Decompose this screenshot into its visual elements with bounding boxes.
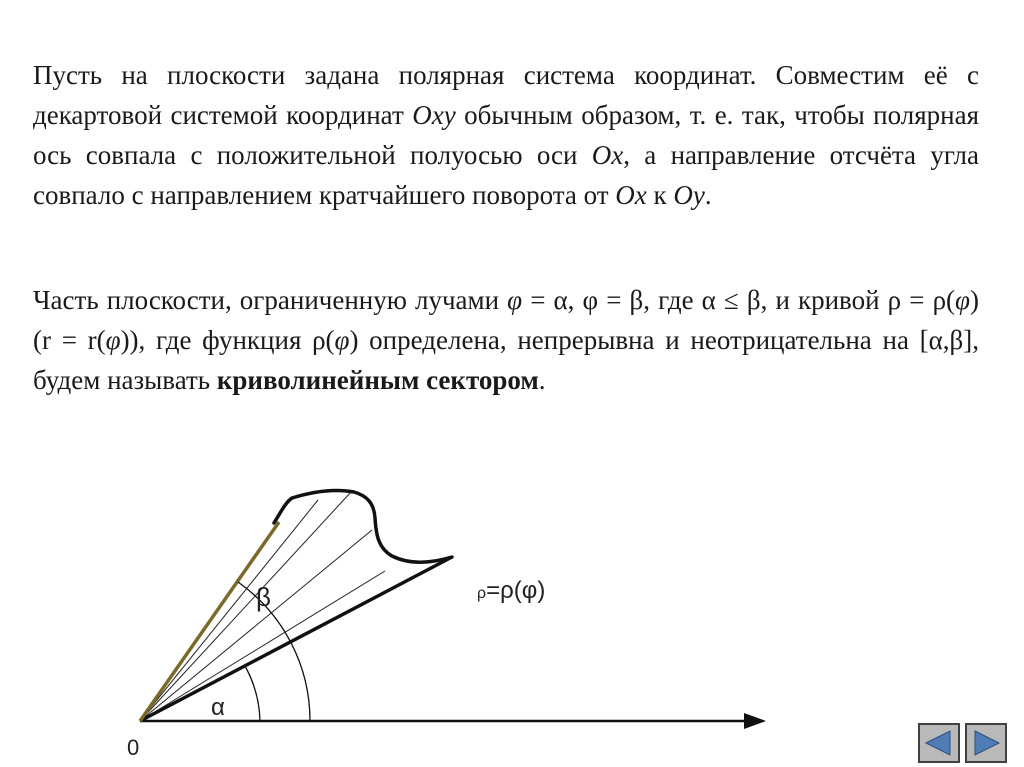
- curve-equation-label: [477, 577, 545, 604]
- sector-curve: [274, 491, 452, 563]
- ray-beta: [140, 522, 279, 721]
- definition-paragraph: Часть плоскости, ограниченную лучами φ = α, φ = β, где α ≤ β, и кривой ρ = ρ(φ) (r = r(φ)), где функция ρ(φ) определена, непрерывна и неотрицательна на [α,β], будем называть криволинейным сектором.: [33, 285, 979, 395]
- back-arrow-icon: [920, 725, 958, 761]
- radial-line: [140, 492, 351, 721]
- curve-label-rho: ρ: [477, 585, 487, 602]
- polar-axis-arrowhead: [744, 713, 766, 729]
- radial-line: [140, 500, 318, 721]
- intro-paragraph: Пусть на плоскости задана полярная система координат. Совместим её с декартовой системой координат Oxy обычным образом, т. е. так, чтобы полярная ось совпала с положительной полуосью оси Ox, а направление отсчёта угла совпало с направлением кратчайшего поворота от Ox к Oy.: [33, 60, 980, 210]
- origin-label: 0: [127, 735, 140, 760]
- play-arrow-icon: [967, 725, 1005, 761]
- back-button[interactable]: [918, 723, 960, 763]
- ray-alpha: [140, 557, 452, 721]
- beta-label: β: [256, 582, 271, 612]
- alpha-arc: [245, 666, 260, 721]
- curve-label-rest: =ρ(φ): [486, 577, 546, 604]
- next-button[interactable]: [965, 723, 1007, 763]
- alpha-label: α: [211, 694, 225, 721]
